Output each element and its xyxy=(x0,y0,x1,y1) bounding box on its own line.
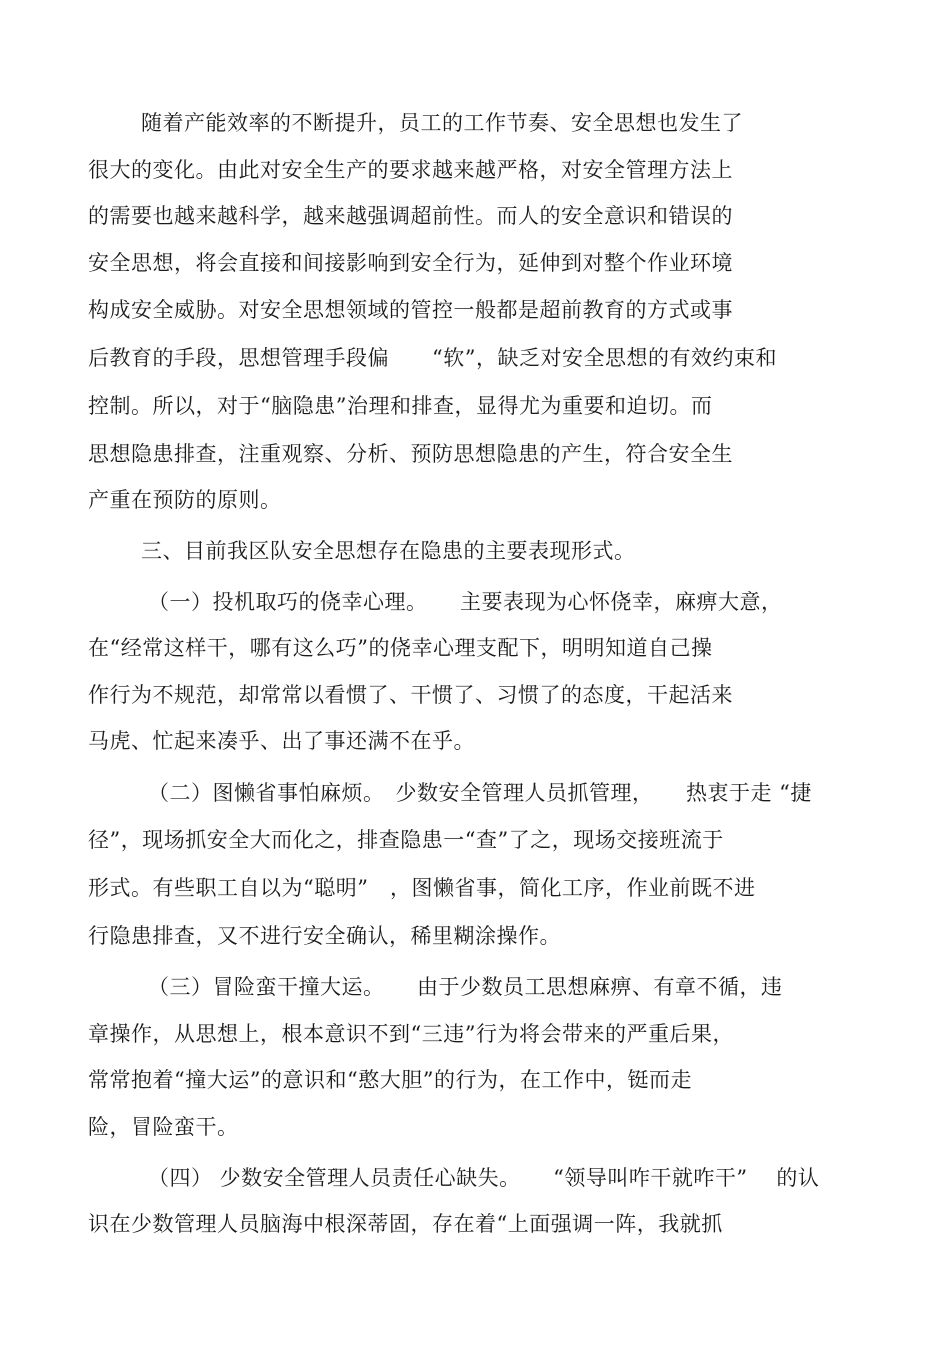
paragraph-line: 行隐患排查，又不进行安全确认，稀里糊涂操作。 xyxy=(88,924,561,948)
paragraph-line: 形式。有些职工自以为“聪明” ，图懒省事，简化工序，作业前既不进 xyxy=(88,876,756,900)
paragraph-line: 马虎、忙起来凑乎、出了事还满不在乎。 xyxy=(88,729,475,753)
paragraph-line: 安全思想，将会直接和间接影响到安全行为，延伸到对整个作业环境 xyxy=(88,251,733,275)
paragraph-line: （三）冒险蛮干撞大运。 由于少数员工思想麻痹、有章不循，违 xyxy=(148,975,783,999)
paragraph-line: （一）投机取巧的侥幸心理。 主要表现为心怀侥幸，麻痹大意， xyxy=(148,590,783,614)
paragraph-line: 识在少数管理人员脑海中根深蒂固，存在着“上面强调一阵，我就抓 xyxy=(88,1212,723,1236)
paragraph-line: 控制。所以，对于“脑隐患”治理和排查，显得尤为重要和迫切。而 xyxy=(88,394,713,418)
paragraph-line: 径”，现场抓安全大而化之，排查隐患一“查”了之，现场交接班流于 xyxy=(88,828,724,852)
paragraph-line: 思想隐患排查，注重观察、分析、预防思想隐患的产生，符合安全生 xyxy=(88,442,733,466)
paragraph-line: （四） 少数安全管理人员责任心缺失。 “领导叫咋干就咋干” 的认 xyxy=(148,1166,820,1190)
paragraph-line: 的需要也越来越科学，越来越强调超前性。而人的安全意识和错误的 xyxy=(88,204,733,228)
paragraph-line: 在“经常这样干，哪有这么巧”的侥幸心理支配下，明明知道自己操 xyxy=(88,636,713,660)
paragraph-line: 很大的变化。由此对安全生产的要求越来越严格，对安全管理方法上 xyxy=(88,158,733,182)
paragraph-line: 险，冒险蛮干。 xyxy=(88,1115,239,1139)
paragraph-line: 产重在预防的原则。 xyxy=(88,488,282,512)
paragraph-line: 常常抱着“撞大运”的意识和“憨大胆”的行为，在工作中，铤而走 xyxy=(88,1068,692,1092)
section-heading: 三、目前我区队安全思想存在隐患的主要表现形式。 xyxy=(141,539,636,563)
paragraph-line: （二）图懒省事怕麻烦。 少数安全管理人员抓管理， 热衷于走 “捷 xyxy=(148,781,812,805)
paragraph-line: 章操作，从思想上，根本意识不到“三违”行为将会带来的严重后果， xyxy=(88,1022,734,1046)
paragraph-line: 作行为不规范，却常常以看惯了、干惯了、习惯了的态度，干起活来 xyxy=(88,683,733,707)
paragraph-line: 构成安全威胁。对安全思想领域的管控一般都是超前教育的方式或事 xyxy=(88,298,733,322)
paragraph-line: 随着产能效率的不断提升，员工的工作节奏、安全思想也发生了 xyxy=(141,111,743,135)
paragraph-line: 后教育的手段，思想管理手段偏 “软”，缺乏对安全思想的有效约束和 xyxy=(88,346,777,370)
